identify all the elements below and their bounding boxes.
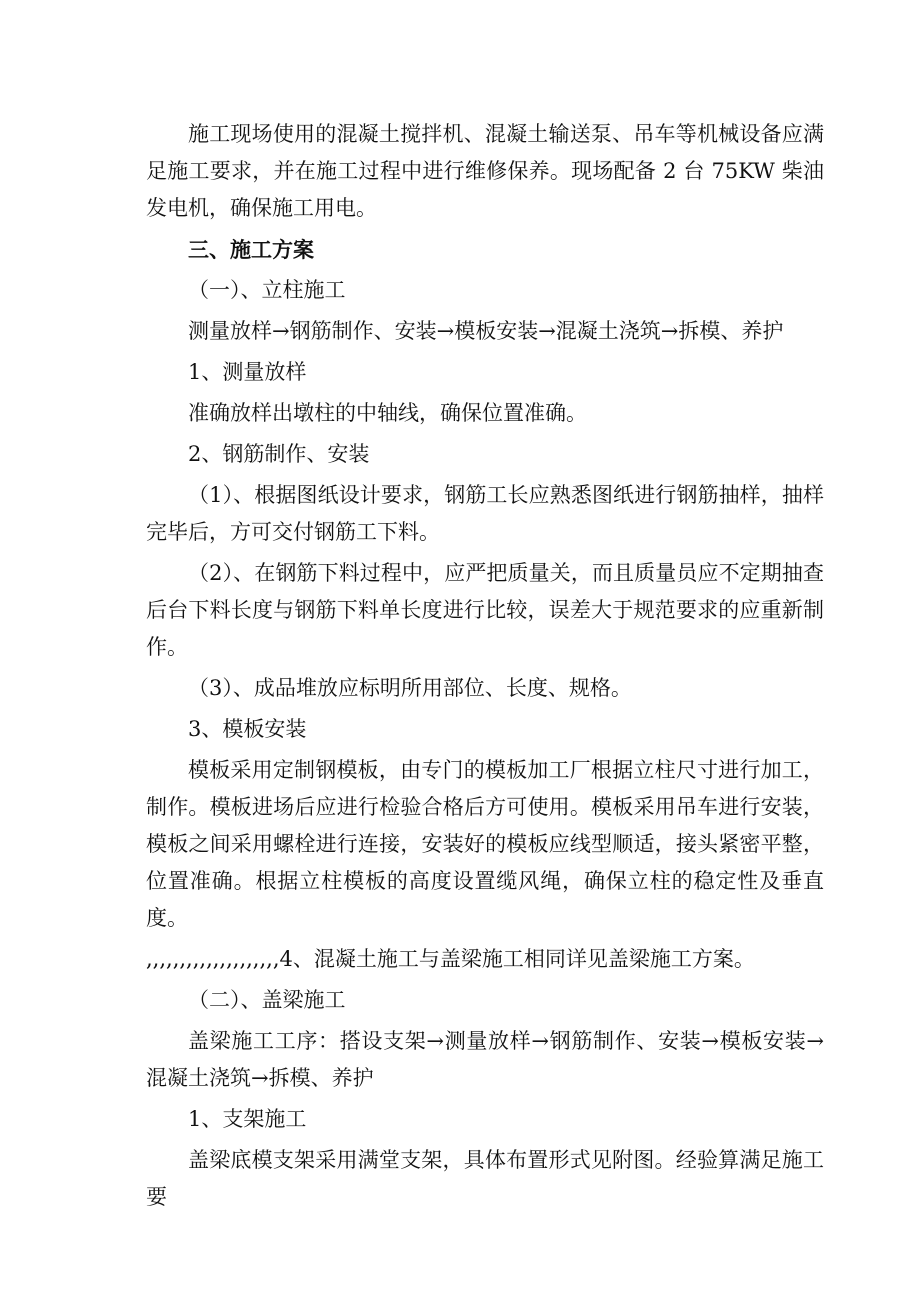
subheading-column-construction: （一）、立柱施工: [188, 278, 346, 302]
paragraph-column-process-flow: 测量放样→钢筋制作、安装→模板安装→混凝土浇筑→拆模、养护: [188, 319, 784, 343]
subheading-survey-layout: 1、测量放样: [188, 360, 307, 384]
subheading-cap-beam-construction: （二）、盖梁施工: [188, 988, 346, 1012]
section-heading-construction-plan: 三、施工方案: [188, 237, 314, 262]
paragraph-equipment: 施工现场使用的混凝土搅拌机、混凝土输送泵、吊车等机械设备应满足施工要求，并在施工过程中进行维修保养。现场配备 2 台 75KW 柴油发电机，确保施工用电。: [146, 122, 824, 220]
paragraph-survey-layout: 准确放样出墩柱的中轴线，确保位置准确。: [188, 401, 587, 425]
paragraph-support-frame: 盖梁底模支架采用满堂支架，具体布置形式见附图。经验算满足施工要: [146, 1148, 824, 1209]
subheading-formwork-installation: 3、模板安装: [188, 717, 307, 741]
paragraph-rebar-item-2: （2）、在钢筋下料过程中，应严把质量关，而且质量员应不定期抽查后台下料长度与钢筋下料单长度进行比较，误差大于规范要求的应重新制作。: [146, 561, 824, 659]
paragraph-concrete-construction-reference: ,,,,,,,,,,,,,,,,,,,,4、混凝土施工与盖梁施工相同详见盖梁施工方案。: [146, 947, 755, 971]
paragraph-rebar-item-1: （1）、根据图纸设计要求，钢筋工长应熟悉图纸进行钢筋抽样，抽样完毕后，方可交付钢筋工下料。: [146, 483, 824, 544]
paragraph-formwork-installation: 模板采用定制钢模板，由专门的模板加工厂根据立柱尺寸进行加工，制作。模板进场后应进行检验合格后方可使用。模板采用吊车进行安装，模板之间采用螺栓进行连接，安装好的模板应线型顺适，接头紧密平整，位置准确。根据立柱模板的高度设置缆风绳，确保立柱的稳定性及垂直度。: [146, 758, 824, 930]
paragraph-rebar-item-3: （3）、成品堆放应标明所用部位、长度、规格。: [188, 676, 632, 700]
subheading-support-frame: 1、支架施工: [188, 1107, 307, 1131]
subheading-rebar-fabrication: 2、钢筋制作、安装: [188, 442, 370, 466]
paragraph-cap-beam-process-flow: 盖梁施工工序：搭设支架→测量放样→钢筋制作、安装→模板安装→混凝土浇筑→拆模、养护: [146, 1029, 824, 1090]
